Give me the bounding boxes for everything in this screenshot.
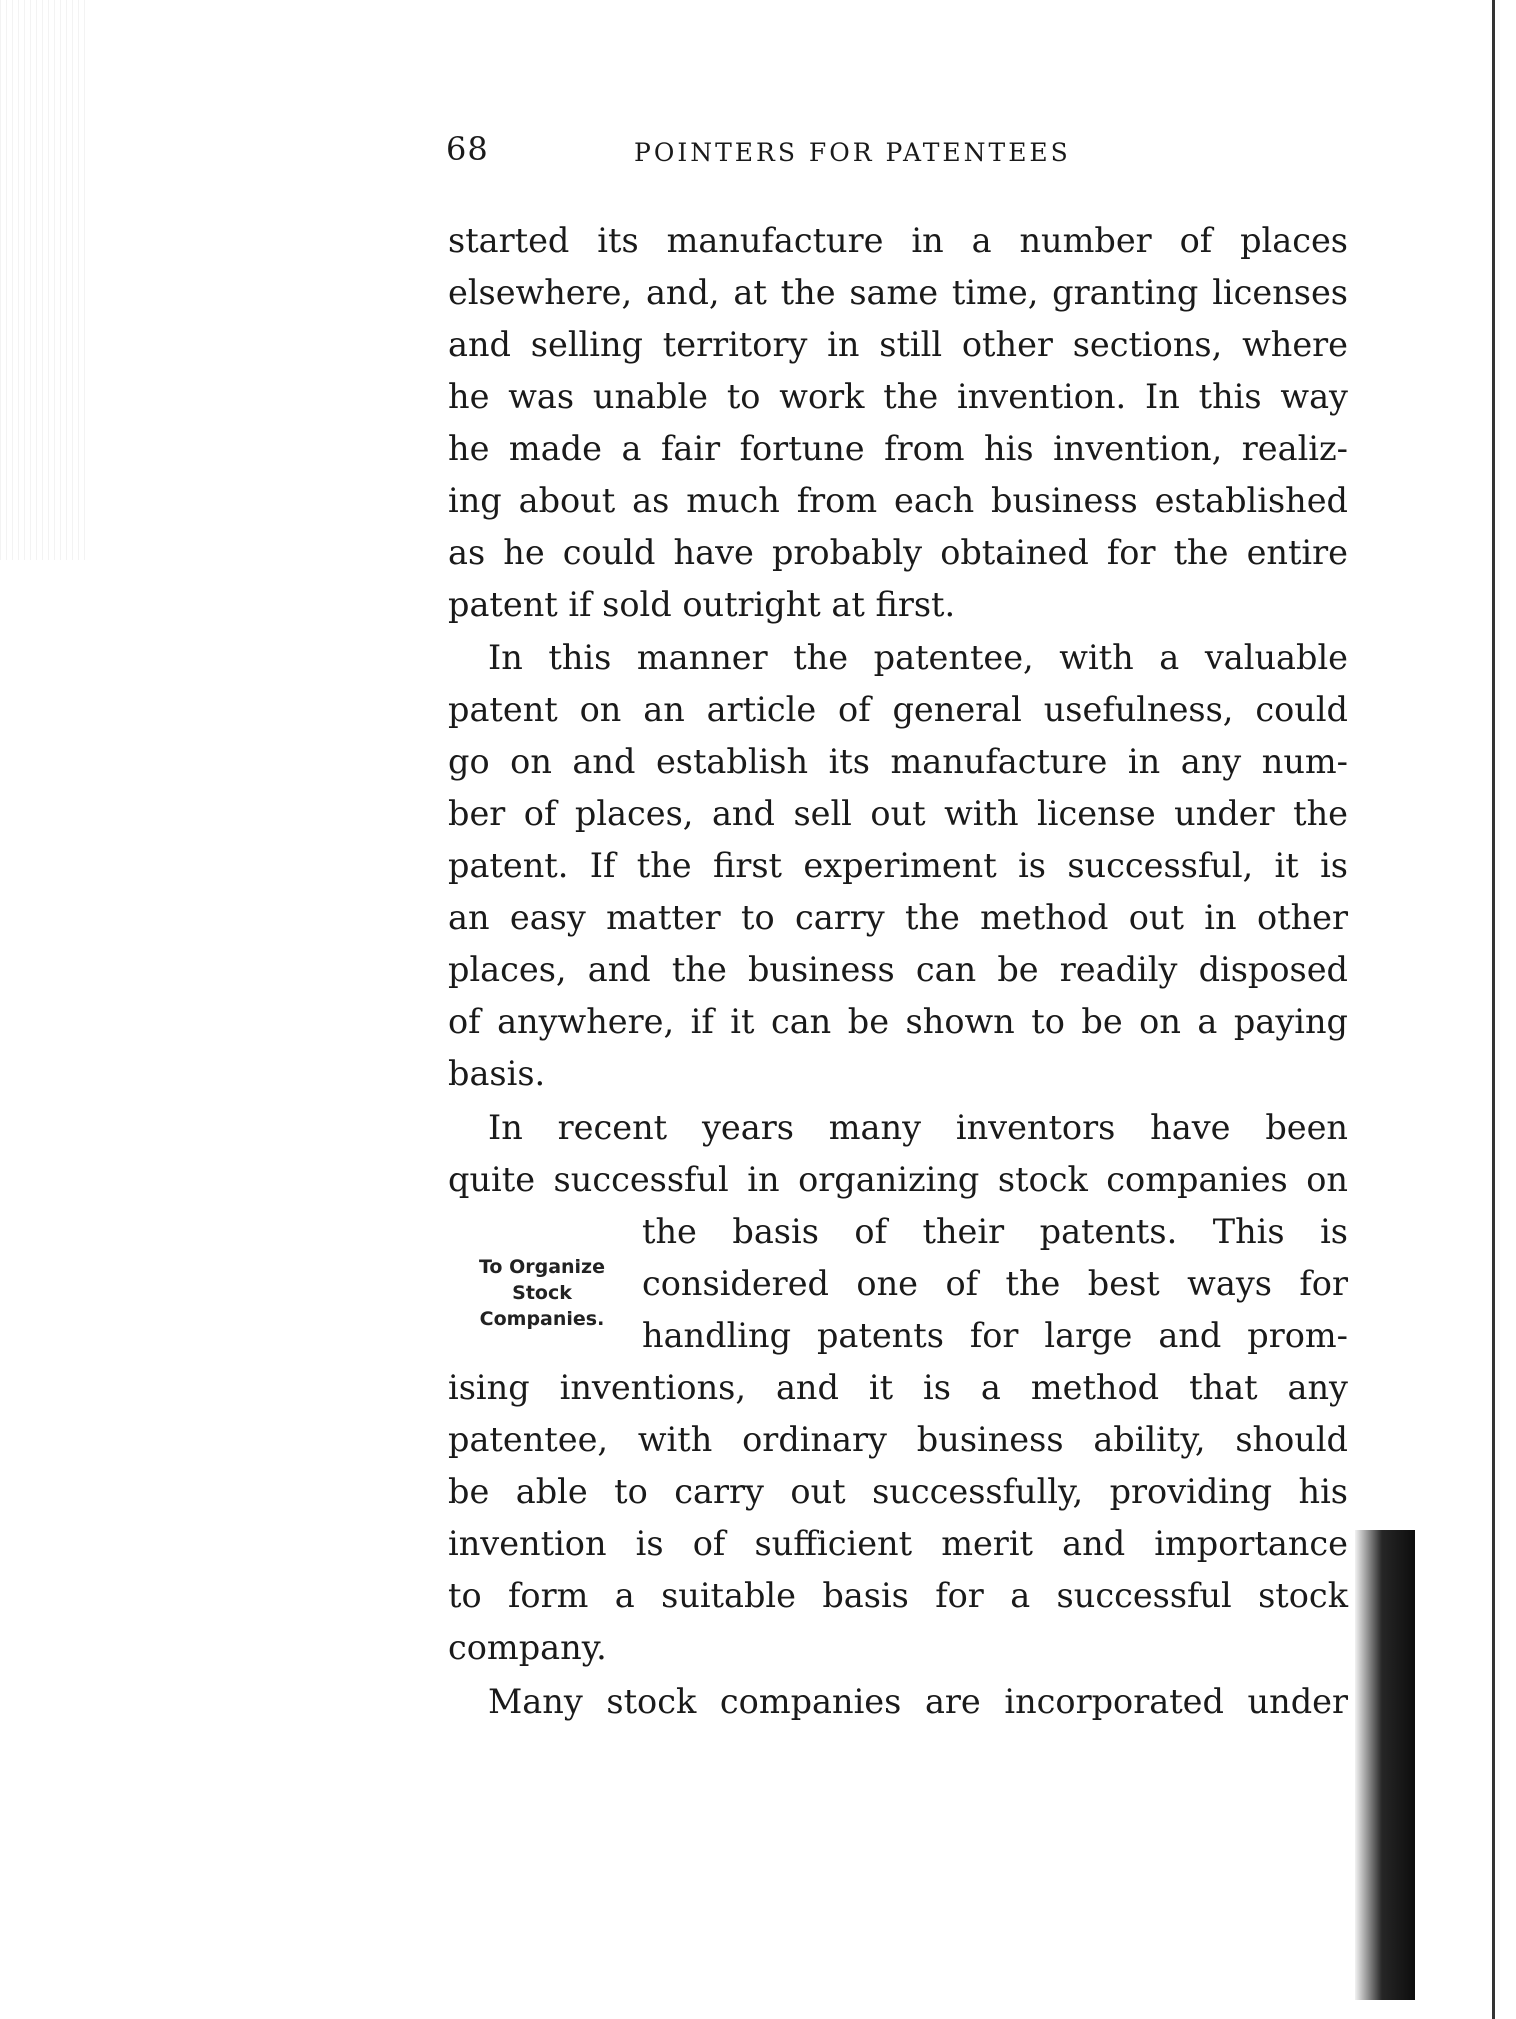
text-line: of anywhere, if it can be shown to be on a paying xyxy=(448,1002,1348,1041)
text-line: the basis of their patents. This is xyxy=(642,1212,1348,1251)
page-edge-line xyxy=(1492,0,1495,2019)
text-line: patent. If the first experiment is successful, it is xyxy=(448,846,1348,885)
text-line: elsewhere, and, at the same time, granting licenses xyxy=(448,273,1348,312)
margin-note-line: Stock xyxy=(512,1282,572,1304)
text-line: patent on an article of general usefulness, could xyxy=(448,690,1348,729)
text-line: In recent years many inventors have been xyxy=(488,1108,1348,1147)
margin-note xyxy=(452,1254,632,1332)
text-line: patent if sold outright at first. xyxy=(448,585,956,624)
text-line: started its manufacture in a number of places xyxy=(448,221,1348,260)
margin-note-line: Companies. xyxy=(479,1308,605,1330)
text-line: considered one of the best ways for xyxy=(642,1264,1348,1303)
text-line: to form a suitable basis for a successful stock xyxy=(448,1576,1348,1615)
text-line: In this manner the patentee, with a valuable xyxy=(488,638,1348,677)
text-line: he made a fair fortune from his invention, realiz- xyxy=(448,429,1348,468)
text-line: Many stock companies are incorporated under xyxy=(488,1682,1348,1721)
scan-binding-shadow xyxy=(1355,1530,1415,2000)
text-line: invention is of sufficient merit and importance xyxy=(448,1524,1348,1563)
text-line: places, and the business can be readily disposed xyxy=(448,950,1348,989)
text-line: patentee, with ordinary business ability, should xyxy=(448,1420,1348,1459)
running-head: POINTERS FOR PATENTEES xyxy=(634,138,1071,167)
text-line: ising inventions, and it is a method that any xyxy=(448,1368,1348,1407)
scan-margin-artifact xyxy=(0,0,90,560)
text-line: an easy matter to carry the method out in other xyxy=(448,898,1348,937)
text-line: and selling territory in still other sections, where xyxy=(448,325,1348,364)
page-number: 68 xyxy=(446,130,489,168)
text-line: company. xyxy=(448,1628,607,1667)
text-line: go on and establish its manufacture in any num- xyxy=(448,742,1348,781)
text-line: quite successful in organizing stock companies on xyxy=(448,1160,1348,1199)
text-line: basis. xyxy=(448,1054,546,1093)
text-line: as he could have probably obtained for the entire xyxy=(448,533,1348,572)
text-line: ber of places, and sell out with license under the xyxy=(448,794,1348,833)
text-line: be able to carry out successfully, providing his xyxy=(448,1472,1348,1511)
text-line: ing about as much from each business established xyxy=(448,481,1348,520)
text-line: handling patents for large and prom- xyxy=(642,1316,1348,1355)
margin-note-line: To Organize xyxy=(478,1256,606,1278)
text-line: he was unable to work the invention. In this way xyxy=(448,377,1348,416)
